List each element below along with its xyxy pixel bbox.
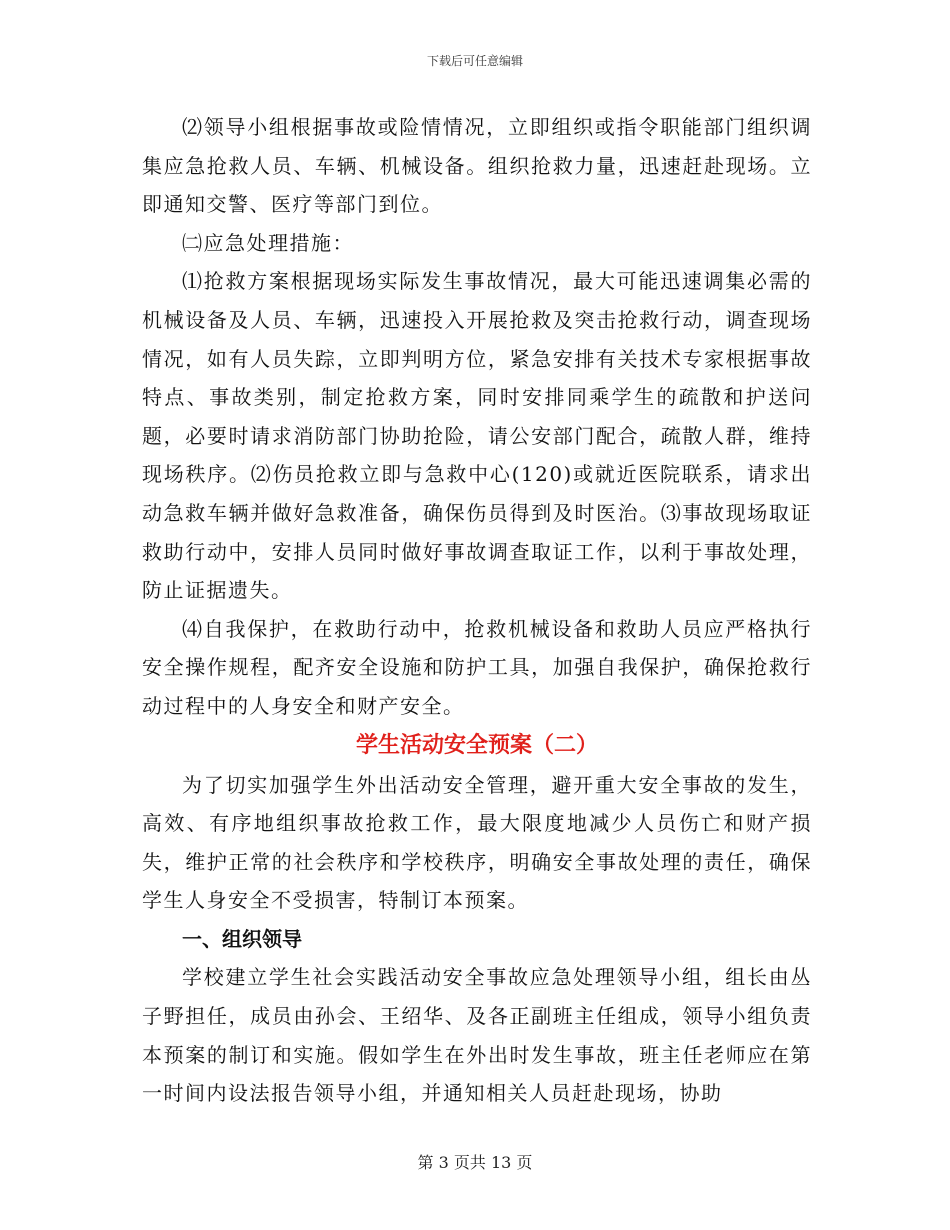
- paragraph-intro: 为了切实加强学生外出活动安全管理，避开重大安全事故的发生，高效、有序地组织事故抢救工作，最大限度地减少人员伤亡和财产损失，维护正常的社会秩序和学校秩序，明确安全事故处理的责任，确保学生人身安全不受损害，特制订本预案。: [142, 772, 812, 913]
- paragraph-organization: 学校建立学生社会实践活动安全事故应急处理领导小组，组长由丛子野担任，成员由孙会、王绍华、及各正副班主任组成，领导小组负责本预案的制订和实施。假如学生在外出时发生事故，班主任老师应在第一时间内设法报告领导小组，并通知相关人员赶赴现场，协助: [142, 965, 812, 1106]
- paragraph-rescue-plan: ⑴抢救方案根据现场实际发生事故情况，最大可能迅速调集必需的机械设备及人员、车辆，迅速投入开展抢救及突击抢救行动，调查现场情况，如有人员失踪，立即判明方位，紧急安排有关技术专家根据事故特点、事故类别，制定抢救方案，同时安排同乘学生的疏散和护送问题，必要时请求消防部门协助抢险，请公安部门配合，疏散人群，维持现场秩序。⑵伤员抢救立即与急救中心(120)或就近医院联系，请求出动急救车辆并做好急救准备，确保伤员得到及时医治。⑶事故现场取证救助行动中，安排人员同时做好事故调查取证工作，以利于事故处理，防止证据遗失。: [142, 269, 812, 603]
- page-header: 下载后可任意编辑: [426, 54, 523, 68]
- paragraph-self-protection: ⑷自我保护，在救助行动中，抢救机械设备和救助人员应严格执行安全操作规程，配齐安全设施和防护工具，加强自我保护，确保抢救行动过程中的人身安全和财产安全。: [142, 616, 812, 718]
- paragraph-leadership-response: ⑵领导小组根据事故或险情情况，立即组织或指令职能部门组织调集应急抢救人员、车辆、机械设备。组织抢救力量，迅速赶赴现场。立即通知交警、医疗等部门到位。: [142, 115, 812, 217]
- page-footer: 第 3 页共 13 页: [417, 1153, 533, 1172]
- subheading-organization: 一、组织领导: [182, 926, 302, 951]
- paragraph-emergency-measures-heading: ㈡应急处理措施：: [182, 230, 354, 255]
- document-body: [142, 108, 812, 1113]
- section-title: 学生活动安全预案（二）: [355, 732, 598, 758]
